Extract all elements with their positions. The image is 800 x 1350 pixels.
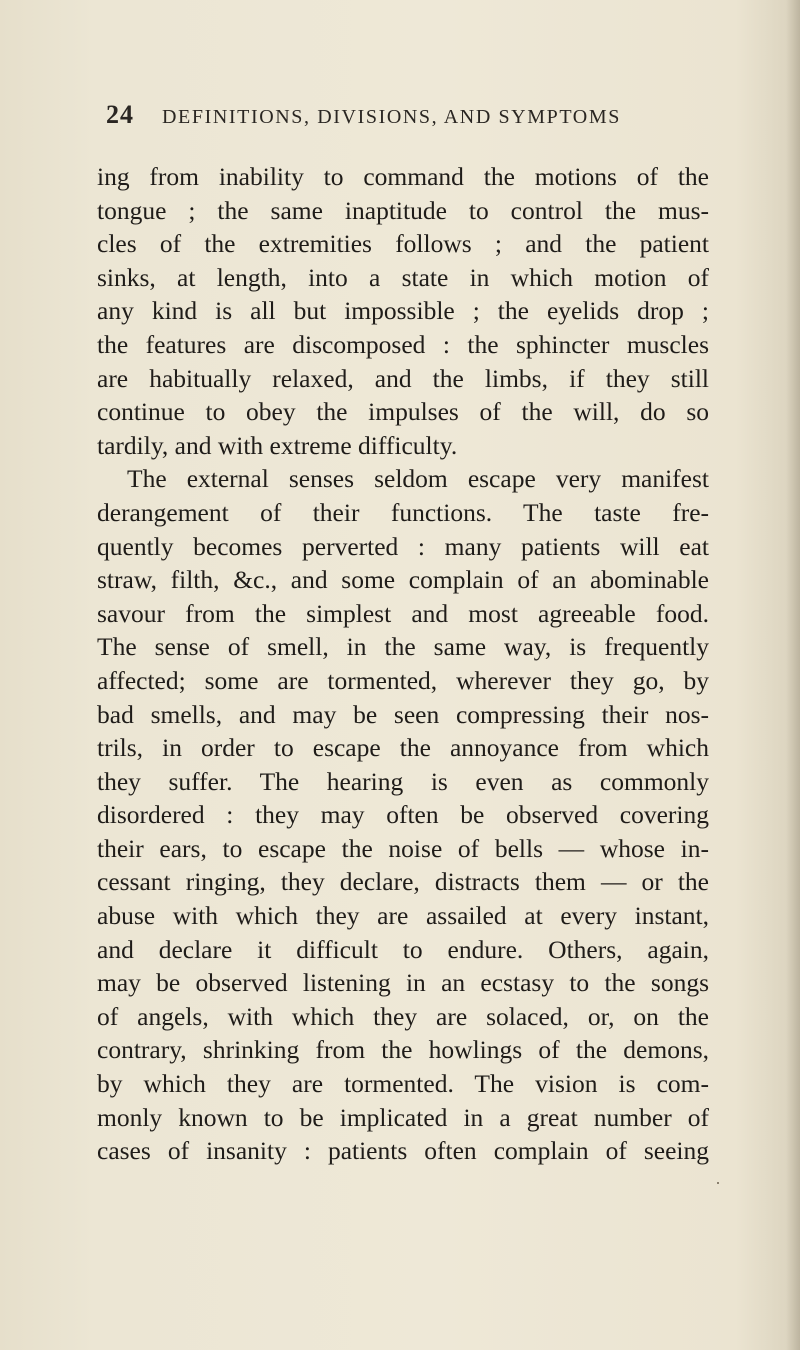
text-line: contrary, shrinking from the howlings of the demons, (97, 1035, 709, 1065)
page-number: 24 (106, 100, 134, 129)
text-line: straw, filth, &c., and some complain of an abominable (97, 565, 709, 595)
text-line: cles of the extremities follows ; and the patient (97, 229, 709, 259)
text-line: trils, in order to escape the annoyance from which (97, 733, 709, 763)
running-head: DEFINITIONS, DIVISIONS, AND SYMPTOMS (162, 106, 621, 128)
text-line: cessant ringing, they declare, distracts them — or the (97, 867, 709, 897)
body-text (97, 160, 709, 1168)
text-line: savour from the simplest and most agreeable food. (97, 598, 709, 628)
text-line: any kind is all but impossible ; the eyelids drop ; (97, 296, 709, 326)
text-line: by which they are tormented. The vision is com- (97, 1069, 709, 1099)
text-line: may be observed listening in an ecstasy to the songs (97, 968, 709, 998)
text-line: they suffer. The hearing is even as commonly (97, 766, 709, 796)
text-line: cases of insanity : patients often complain of seeing (97, 1136, 709, 1166)
text-line: the features are discomposed : the sphincter muscles (97, 329, 709, 359)
text-line: their ears, to escape the noise of bells — whose in- (97, 833, 709, 863)
text-line: tongue ; the same inaptitude to control the mus- (97, 195, 709, 225)
paragraph-start-line: The external senses seldom escape very manifest (127, 464, 709, 494)
text-line: continue to obey the impulses of the will, do so (97, 397, 709, 427)
page-header (0, 100, 800, 136)
text-line: sinks, at length, into a state in which motion of (97, 262, 709, 292)
text-line: of angels, with which they are solaced, or, on the (97, 1001, 709, 1031)
page-edge-shadow (786, 0, 800, 1350)
text-line: and declare it difficult to endure. Others, again, (97, 934, 709, 964)
text-line: affected; some are tormented, wherever they go, by (97, 665, 709, 695)
text-line: disordered : they may often be observed covering (97, 800, 709, 830)
text-line: The sense of smell, in the same way, is frequently (97, 632, 709, 662)
text-line: quently becomes perverted : many patients will eat (97, 531, 709, 561)
text-line: abuse with which they are assailed at every instant, (97, 901, 709, 931)
text-line: are habitually relaxed, and the limbs, if they still (97, 363, 709, 393)
text-line: bad smells, and may be seen compressing their nos- (97, 699, 709, 729)
text-line: ing from inability to command the motions of the (97, 162, 709, 191)
text-line: derangement of their functions. The taste fre- (97, 497, 709, 527)
text-line: monly known to be implicated in a great number of (97, 1102, 709, 1132)
paper-speck (717, 1182, 719, 1184)
paragraph-end-line: tardily, and with extreme difficulty. (97, 430, 458, 460)
